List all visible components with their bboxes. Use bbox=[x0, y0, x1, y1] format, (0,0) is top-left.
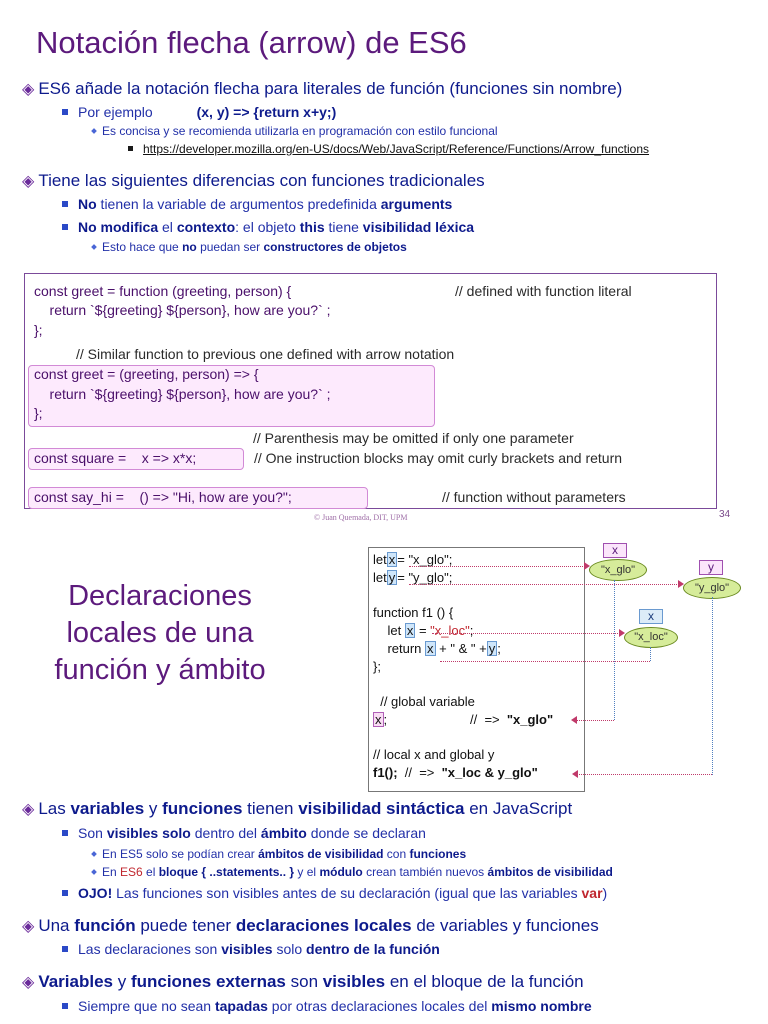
code-comment: // Similar function to previous one defined with arrow notation bbox=[76, 346, 455, 362]
square-bullet-icon bbox=[128, 146, 133, 151]
bullet-shadowing: Siempre que no sean tapadas por otras declaraciones locales del mismo nombre bbox=[62, 998, 592, 1014]
mdn-link[interactable]: https://developer.mozilla.org/en-US/docs/Web/JavaScript/Reference/Functions/Arrow_functions bbox=[143, 142, 650, 156]
scope-y-tag: y bbox=[699, 560, 723, 575]
example-code: (x, y) => {return x+y;) bbox=[196, 104, 337, 120]
code-line: }; bbox=[34, 322, 43, 338]
slide-title: Notación flecha (arrow) de ES6 bbox=[36, 25, 467, 60]
diagram-line: return x + " & " + y ; bbox=[373, 641, 501, 656]
code-comment: // Parenthesis may be omitted if only one parameter bbox=[253, 430, 574, 446]
arrow-head-icon bbox=[584, 562, 590, 570]
bullet-concise: Es concisa y se recomienda utilizarla en programación con estilo funcional bbox=[92, 124, 498, 138]
var-y-highlight: y bbox=[388, 570, 396, 585]
side-title: Declaraciones locales de una función y ámbito bbox=[54, 580, 266, 686]
code-comment: // One instruction blocks may omit curly brackets and return bbox=[254, 450, 623, 466]
y-glo-arrow bbox=[409, 584, 679, 585]
var-x-highlight: x bbox=[375, 712, 382, 727]
var-x-highlight: x bbox=[427, 641, 434, 656]
bullet-syntactic-scope: ◈ Las variables y funciones tienen visibilidad sintáctica en JavaScript bbox=[22, 799, 573, 818]
code-line: const say_hi = () => "Hi, how are you?"; bbox=[34, 489, 292, 505]
bullet-example: Por ejemplo (x, y) => {return x+y;) bbox=[62, 104, 336, 120]
bullet-differences: ◈ Tiene las siguientes diferencias con funciones tradicionales bbox=[22, 171, 485, 190]
x-loc-return-line bbox=[440, 661, 650, 662]
scope-x-tag: x bbox=[603, 543, 627, 558]
code-line: const greet = (greeting, person) => { bbox=[34, 366, 259, 382]
x-loc-scope-line bbox=[650, 647, 651, 661]
code-comment: // defined with function literal bbox=[455, 283, 632, 299]
var-x-highlight: x bbox=[388, 552, 396, 567]
x-glo-arrow bbox=[409, 566, 585, 567]
bullet-visible-inside: Las declaraciones son visibles solo dentro de la función bbox=[62, 941, 440, 957]
diagram-comment: // global variable bbox=[373, 694, 475, 709]
code-line: const square = x => x*x; bbox=[34, 450, 197, 466]
bullet-external-visible: ◈ Variables y funciones externas son visibles en el bloque de la función bbox=[22, 972, 584, 991]
square-bullet-icon bbox=[62, 201, 68, 207]
dot-bullet-icon bbox=[91, 244, 97, 250]
var-y-highlight: y bbox=[488, 641, 496, 656]
diamond-bullet-icon: ◈ bbox=[22, 801, 35, 818]
var-x-highlight: x bbox=[406, 623, 414, 638]
x-glo-result-line bbox=[576, 720, 614, 721]
copyright-icon: © bbox=[314, 513, 321, 522]
diagram-comment: // local x and global y bbox=[373, 747, 495, 762]
x-glo-value-node: "x_glo" bbox=[589, 559, 647, 581]
diagram-result: // => "x_glo" bbox=[470, 712, 554, 727]
square-bullet-icon bbox=[62, 109, 68, 115]
bullet-no-context: No modifica el contexto: el objeto this tiene visibilidad léxica bbox=[62, 219, 474, 235]
code-line: const greet = function (greeting, person) { bbox=[34, 283, 292, 299]
diagram-line: }; bbox=[373, 659, 381, 674]
arrow-head-icon bbox=[678, 580, 684, 588]
diamond-bullet-icon: ◈ bbox=[22, 974, 35, 991]
bullet-es6-scopes: En ES6 el bloque { ..statements.. } y el módulo crean también nuevos ámbitos de visibilidad bbox=[92, 865, 613, 879]
diagram-line: function f1 () { bbox=[373, 605, 454, 620]
diamond-bullet-icon: ◈ bbox=[22, 173, 35, 190]
square-bullet-icon bbox=[62, 830, 68, 836]
local-x-tag: x bbox=[639, 609, 663, 624]
arrow-head-icon bbox=[572, 770, 578, 778]
square-bullet-icon bbox=[62, 946, 68, 952]
bullet-not-constructors: Esto hace que no puedan ser constructores de objetos bbox=[92, 240, 407, 254]
bullet-hoisting: OJO! Las funciones son visibles antes de su declaración (igual que las variables var) bbox=[62, 885, 607, 901]
bullet-local-declarations: ◈ Una función puede tener declaraciones locales de variables y funciones bbox=[22, 916, 599, 935]
arrow-head-icon bbox=[619, 629, 625, 637]
y-glo-value-node: "y_glo" bbox=[683, 577, 741, 599]
diagram-line: f1(); // => "x_loc & y_glo" bbox=[373, 765, 538, 780]
diagram-line: x ; bbox=[375, 712, 388, 727]
bullet-no-arguments: No tienen la variable de argumentos predefinida arguments bbox=[62, 196, 452, 212]
y-glo-scope-line bbox=[712, 597, 713, 775]
bullet-mdn-link bbox=[128, 142, 649, 156]
x-loc-arrow bbox=[432, 633, 620, 634]
code-line: return `${greeting} ${person}, how are you?` ; bbox=[34, 386, 331, 402]
diagram-line: let x = "x_loc"; bbox=[373, 623, 474, 638]
dot-bullet-icon bbox=[91, 851, 97, 857]
x-loc-value-node: "x_loc" bbox=[624, 627, 678, 648]
bullet-es5-scopes: En ES5 solo se podían crear ámbitos de visibilidad con funciones bbox=[92, 847, 466, 861]
code-line: return `${greeting} ${person}, how are you?` ; bbox=[34, 302, 331, 318]
square-bullet-icon bbox=[62, 890, 68, 896]
bullet-visible-only: Son visibles solo dentro del ámbito donde se declaran bbox=[62, 825, 426, 841]
footer-credit: © Juan Quemada, DIT, UPM bbox=[314, 513, 408, 522]
code-line: }; bbox=[34, 405, 43, 421]
x-glo-scope-line bbox=[614, 580, 615, 720]
square-bullet-icon bbox=[62, 1003, 68, 1009]
page-number: 34 bbox=[719, 509, 731, 520]
diagram-line: let x = "x_glo"; bbox=[373, 552, 453, 567]
code-comment: // function without parameters bbox=[442, 489, 626, 505]
f1-result-line bbox=[577, 774, 712, 775]
bullet-es6-arrow: ◈ ES6 añade la notación flecha para literales de función (funciones sin nombre) bbox=[22, 79, 623, 98]
diamond-bullet-icon: ◈ bbox=[22, 918, 35, 935]
square-bullet-icon bbox=[62, 224, 68, 230]
diagram-line: let y = "y_glo"; bbox=[373, 570, 453, 585]
dot-bullet-icon bbox=[91, 128, 97, 134]
diamond-bullet-icon: ◈ bbox=[22, 81, 35, 98]
arrow-head-icon bbox=[571, 716, 577, 724]
dot-bullet-icon bbox=[91, 869, 97, 875]
